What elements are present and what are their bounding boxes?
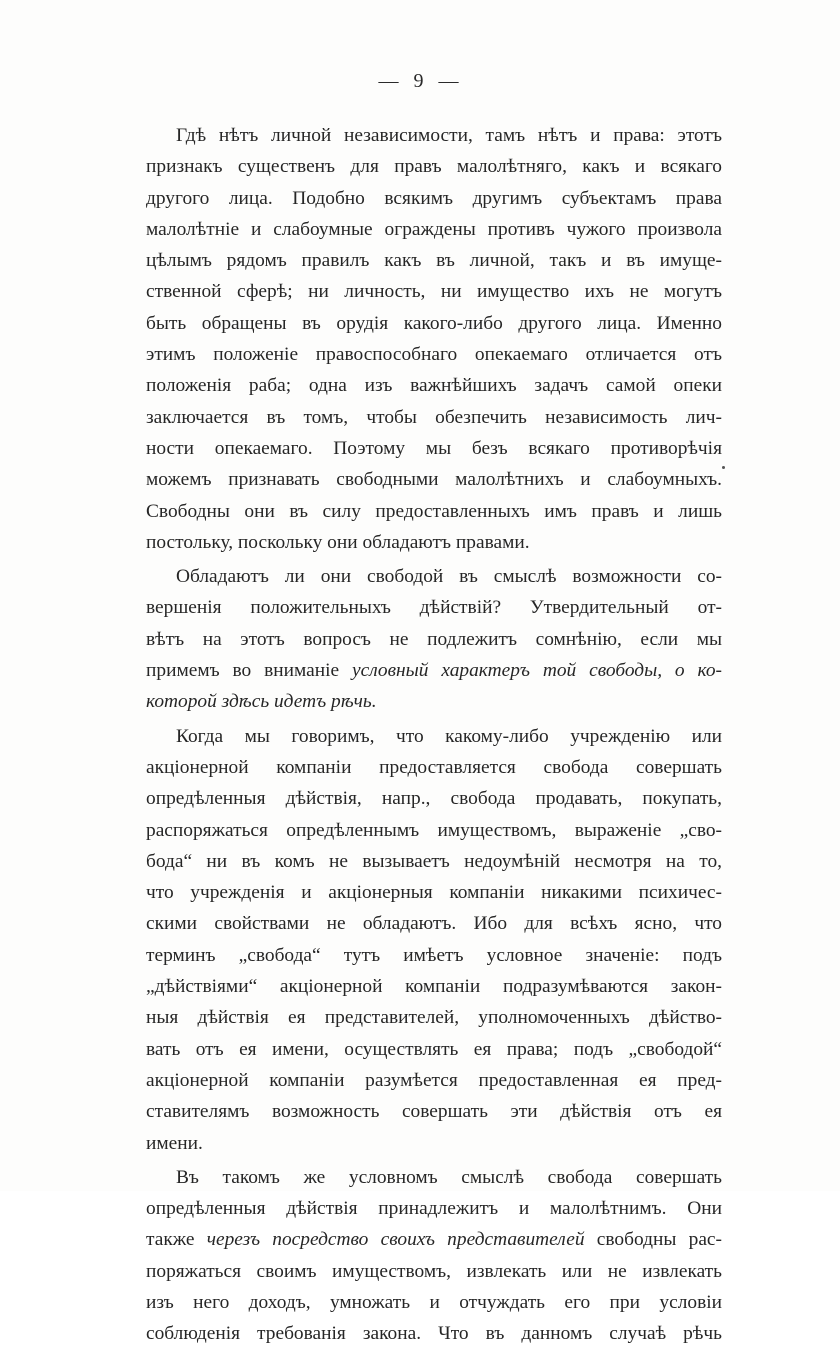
body-text: [146, 120, 722, 1350]
page-number: 9: [413, 70, 427, 92]
text-line: можемъ признавать свободными малолѣтнихъ и слабоумныхъ.: [146, 469, 722, 491]
italic-phrase: черезъ посредство своихъ представителей: [206, 1229, 585, 1251]
text-line: признакъ существенъ для правъ малолѣтняго, какъ и всякаго: [146, 156, 722, 178]
text-line: соблюденія требованія закона. Что въ данномъ случаѣ рѣчь: [146, 1323, 722, 1345]
text-line: цѣлымъ рядомъ правилъ какъ въ личной, такъ и въ имуще-: [146, 250, 722, 272]
text-run: свободны рас-: [596, 1229, 722, 1251]
text-line: малолѣтніе и слабоумные ограждены противъ чужого произвола: [146, 218, 722, 240]
text-line: Свободны они въ силу предоставленныхъ имъ правъ и лишь: [146, 500, 722, 522]
scan-speck: [722, 466, 725, 469]
text-line: заключается въ томъ, чтобы обезпечить независимость лич-: [146, 406, 722, 428]
text-line: этимъ положеніе правоспособнаго опекаемаго отличается отъ: [146, 344, 722, 366]
text-line: Гдѣ нѣтъ личной независимости, тамъ нѣтъ и права: этотъ: [176, 125, 722, 146]
text-line: бода“ ни въ комъ не вызываетъ недоумѣній несмотря на то,: [146, 850, 722, 872]
text-line: положенія раба; одна изъ важнѣйшихъ задачъ самой опеки: [146, 375, 722, 397]
text-line-mixed: [146, 655, 722, 686]
page-number-dash-right: —: [438, 70, 462, 92]
text-run: примемъ во вниманіе: [146, 660, 340, 682]
text-line: акціонерной компаніи разумѣется предоставленная ея пред-: [146, 1069, 722, 1091]
italic-phrase: которой здѣсь идетъ рѣчь.: [146, 691, 377, 713]
text-line: ственной сферѣ; ни личность, ни имущество ихъ не могутъ: [146, 281, 722, 303]
paragraph-3: [146, 721, 722, 1159]
text-line: акціонерной компаніи предоставляется свобода совершать: [146, 756, 722, 778]
text-line: вѣтъ на этотъ вопросъ не подлежитъ сомнѣнію, если мы: [146, 628, 722, 650]
text-line: опредѣленныя дѣйствія, напр., свобода продавать, покупать,: [146, 788, 722, 810]
text-line: скими свойствами не обладаютъ. Ибо для всѣхъ ясно, что: [146, 913, 722, 935]
text-line: вать отъ ея имени, осуществлять ея права; подъ „свободой“: [146, 1038, 722, 1060]
text-line: ныя дѣйствія ея представителей, уполномоченныхъ дѣйство-: [146, 1007, 722, 1029]
text-line: Обладаютъ ли они свободой въ смыслѣ возможности со-: [176, 566, 722, 588]
text-line: Въ такомъ же условномъ смыслѣ свобода совершать: [176, 1166, 722, 1188]
text-line: что учрежденія и акціонерныя компаніи никакими психичес-: [146, 882, 722, 904]
paragraph-1: [146, 120, 722, 558]
paragraph-2: [146, 561, 722, 717]
text-line: имени.: [146, 1132, 203, 1154]
text-line: „дѣйствіями“ акціонерной компаніи подразумѣваются закон-: [146, 976, 722, 998]
text-line: опредѣленныя дѣйствія принадлежитъ и малолѣтнимъ. Они: [146, 1198, 722, 1220]
text-line: быть обращены въ орудія какого-либо другого лица. Именно: [146, 312, 722, 334]
text-line: ности опекаемаго. Поэтому мы безъ всякаго противорѣчія: [146, 437, 722, 459]
text-line: Когда мы говоримъ, что какому-либо учрежденію или: [176, 725, 722, 747]
text-line: терминъ „свобода“ тутъ имѣетъ условное значеніе: подъ: [146, 944, 722, 966]
paragraph-4: [146, 1162, 722, 1350]
text-line: изъ него доходъ, умножать и отчуждать его при условіи: [146, 1291, 722, 1313]
page-number-dash-left: —: [378, 70, 402, 92]
text-line: поряжаться своимъ имуществомъ, извлекать или не извлекать: [146, 1260, 722, 1282]
text-line: распоряжаться опредѣленнымъ имуществомъ, выраженіе „сво-: [146, 819, 722, 841]
text-line: другого лица. Подобно всякимъ другимъ субъектамъ права: [146, 187, 722, 209]
text-line: вершенія положительныхъ дѣйствій? Утвердительный от-: [146, 597, 722, 619]
text-line-mixed: [146, 1224, 722, 1255]
page-number-header: [0, 70, 840, 93]
italic-phrase: условный характеръ той свободы, о ко-: [352, 660, 722, 682]
text-run: также: [146, 1229, 195, 1251]
text-line: постольку, поскольку они обладаютъ правами.: [146, 531, 530, 553]
text-line: ставителямъ возможность совершать эти дѣйствія отъ ея: [146, 1101, 722, 1123]
text-line-italic: [146, 686, 722, 717]
